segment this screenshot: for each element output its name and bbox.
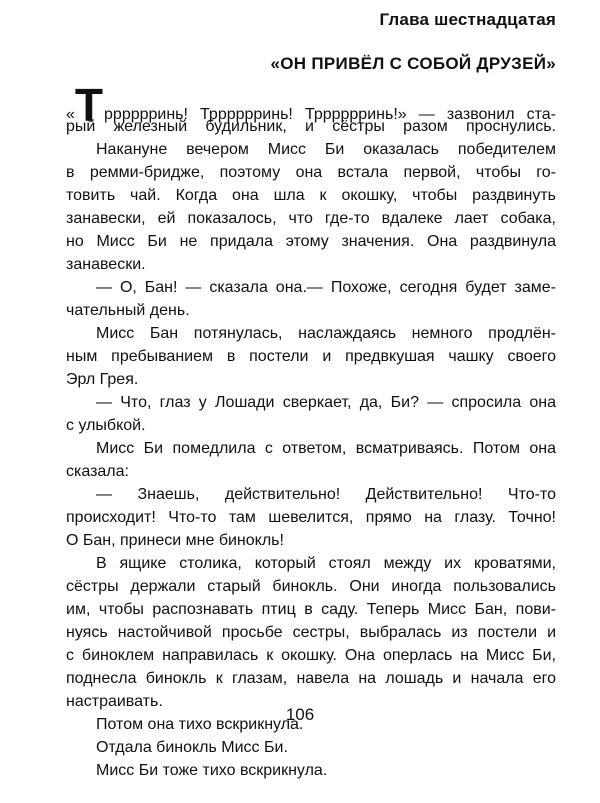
text-line: О Бан, принеси мне бинокль!: [66, 532, 284, 549]
text-line: происходит! Что-то там шевелится, прямо на глазу. Точно!: [66, 509, 556, 526]
text-line: — Знаешь, действительно! Действительно! Что-то: [96, 486, 556, 503]
text-line: поднесла бинокль к глазам, навела на лошадь и начала его: [66, 670, 556, 687]
text-line: — Что, глаз у Лошади сверкает, да, Би? — спросила она: [96, 394, 556, 411]
drop-cap-letter: Т: [74, 79, 104, 131]
text-line: Мисс Бан потянулась, наслаждаясь немного продлён-: [96, 325, 556, 342]
text-line: занавески.: [66, 256, 146, 273]
text-line: рый железный будильник, и сёстры разом проснулись.: [66, 118, 556, 135]
text-line: — О, Бан! — сказала она.— Похоже, сегодня будет заме-: [96, 279, 556, 296]
text-line: Потом она тихо вскрикнула.: [96, 716, 304, 733]
text-line: Отдала бинокль Мисс Би.: [96, 739, 288, 756]
text-line: с биноклем направилась к окошку. Она оперлась на Мисс Би,: [66, 647, 556, 664]
body-text: [66, 79, 556, 782]
text-line: но Мисс Би не придала этому значения. Она раздвинула: [66, 233, 556, 250]
text-line: в ремми-бридже, поэтому она встала первой, чтобы го-: [66, 164, 556, 181]
first-line-text: рррррринь! Трррррринь! Трррррринь!» — зазвонил ста-: [104, 106, 556, 123]
text-line: с улыбкой.: [66, 417, 146, 434]
text-line: Эрл Грея.: [66, 371, 139, 388]
text-line: Мисс Би тоже тихо вскрикнула.: [96, 762, 328, 779]
text-line: Накануне вечером Мисс Би оказалась победителем: [96, 141, 556, 158]
text-line: В ящике столика, который стоял между их кроватями,: [96, 555, 556, 572]
text-line: нуясь настойчивой просьбе сестры, выбралась из постели и: [66, 624, 556, 641]
text-line: чательный день.: [66, 302, 190, 319]
page-number: 106: [285, 705, 315, 724]
opening-quote: «: [66, 106, 75, 123]
chapter-title: «ОН ПРИВЁЛ С СОБОЙ ДРУЗЕЙ»: [270, 54, 556, 73]
chapter-heading: Глава шестнадцатая: [379, 10, 556, 29]
text-line: настраивать.: [66, 693, 163, 710]
text-line: занавески, ей показалось, что где-то вдалеке лает собака,: [66, 210, 556, 227]
text-line: сёстры держали старый бинокль. Они иногда пользовались: [66, 578, 556, 595]
text-line: товить чай. Когда она шла к окошку, чтобы раздвинуть: [66, 187, 556, 204]
text-line: ным пребыванием в постели и предвкушая чашку своего: [66, 348, 556, 365]
text-line: Мисс Би помедлила с ответом, всматриваясь. Потом она: [96, 440, 556, 457]
text-line: сказала:: [66, 463, 129, 480]
text-line: им, чтобы распознавать птиц в саду. Теперь Мисс Бан, пови-: [66, 601, 556, 618]
